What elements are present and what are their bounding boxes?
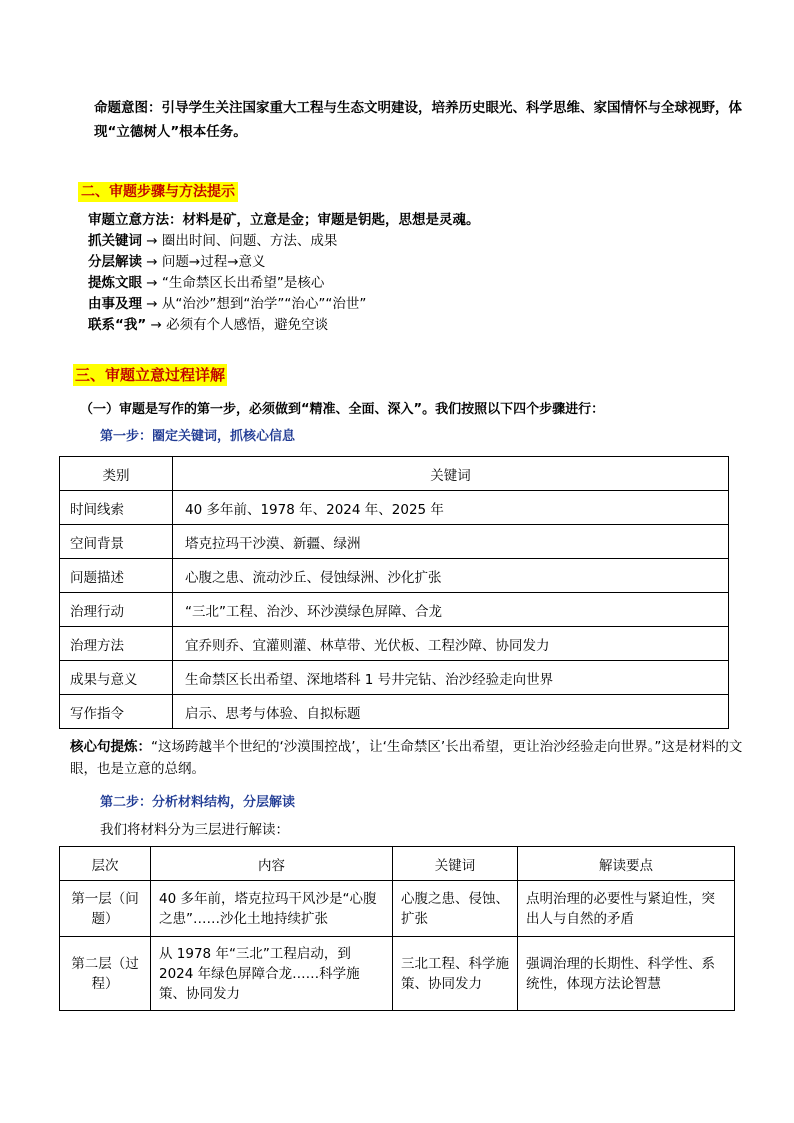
table-header-cell: 类别 [60,457,173,491]
method-step-key: 分层解读 [88,254,142,270]
method-step-key: 联系“我” [88,317,147,333]
keyword-cell: 三北工程、科学施策、协同发力 [393,937,518,1011]
table-row [60,695,729,729]
table2-intro: 我们将材料分为三层进行解读： [100,822,289,838]
category-cell: 空间背景 [60,525,173,559]
keyword-cell: “三北”工程、治沙、环沙漠绿色屏障、合龙 [173,593,729,627]
method-step [88,231,337,251]
proposition-intent [94,96,744,144]
category-cell: 写作指令 [60,695,173,729]
category-cell: 治理方法 [60,627,173,661]
category-cell: 时间线索 [60,491,173,525]
category-cell: 成果与意义 [60,661,173,695]
content-cell: 从 1978 年“三北”工程启动，到 2024 年绿色屏障合龙……科学施策、协同发力 [151,937,393,1011]
table-header-row [60,457,729,491]
table-row [60,559,729,593]
section3-intro: （一）审题是写作的第一步，必须做到“精准、全面、深入”。我们按照以下四个步骤进行： [80,402,605,417]
point-cell: 强调治理的长期性、科学性、系统性，体现方法论智慧 [518,937,735,1011]
section2-title: 二、审题步骤与方法提示 [78,182,238,202]
method-step-text: → 必须有个人感悟，避免空谈 [146,317,329,333]
method-step-key: 提炼文眼 [88,275,142,291]
keyword-cell: 生命禁区长出希望、深地塔科 1 号井完钻、治沙经验走向世界 [173,661,729,695]
category-cell: 问题描述 [60,559,173,593]
table-header-cell: 层次 [60,847,151,881]
keyword-table [59,456,729,729]
table-row [60,937,735,1011]
method-step-text: → 圈出时间、问题、方法、成果 [142,233,338,249]
keyword-cell: 启示、思考与体验、自拟标题 [173,695,729,729]
method-step [88,294,366,314]
keyword-cell: 宜乔则乔、宜灌则灌、林草带、光伏板、工程沙障、协同发力 [173,627,729,661]
keyword-cell: 塔克拉玛干沙漠、新疆、绿洲 [173,525,729,559]
table-header-cell: 关键词 [393,847,518,881]
keyword-cell: 心腹之患、侵蚀、扩张 [393,881,518,937]
method-step-text: → “生命禁区长出希望”是核心 [142,275,325,291]
level-cell: 第二层（过程） [60,937,151,1011]
table-header-cell: 解读要点 [518,847,735,881]
section3-title: 三、审题立意过程详解 [75,366,226,384]
method-step-key: 抓关键词 [88,233,142,249]
table-row [60,525,729,559]
step1-title: 第一步：圈定关键词，抓核心信息 [100,429,296,444]
content-cell: 40 多年前，塔克拉玛干风沙是“心腹之患”……沙化土地持续扩张 [151,881,393,937]
step2-title: 第二步：分析材料结构，分层解读 [100,795,296,810]
core-sentence [70,736,750,780]
method-step [88,273,324,293]
keyword-cell: 40 多年前、1978 年、2024 年、2025 年 [173,491,729,525]
table-row [60,881,735,937]
method-step [88,252,266,272]
intent-text: 引导学生关注国家重大工程与生态文明建设，培养历史眼光、科学思维、家国情怀与全球视野，体现“立德树人”根本任务。 [94,100,742,140]
core-sentence-label: 核心句提炼： [70,739,151,755]
table-header-row [60,847,735,881]
category-cell: 治理行动 [60,593,173,627]
method-heading: 审题立意方法：材料是矿，立意是金；审题是钥匙，思想是灵魂。 [88,212,480,228]
method-step-text: → 问题→过程→意义 [142,254,266,270]
intent-label: 命题意图： [94,100,162,116]
level-cell: 第一层（问题） [60,881,151,937]
method-step-text: → 从“治沙”想到“治学”“治心”“治世” [142,296,367,312]
table-row [60,661,729,695]
table-row [60,627,729,661]
table-row [60,593,729,627]
method-step-key: 由事及理 [88,296,142,312]
core-sentence-text: “这场跨越半个世纪的‘沙漠围控战’，让‘生命禁区’长出希望，更让治沙经验走向世界。”这是材料的文眼，也是立意的总纲。 [70,739,743,777]
table-header-cell: 关键词 [173,457,729,491]
point-cell: 点明治理的必要性与紧迫性，突出人与自然的矛盾 [518,881,735,937]
table-row [60,491,729,525]
table-header-cell: 内容 [151,847,393,881]
keyword-cell: 心腹之患、流动沙丘、侵蚀绿洲、沙化扩张 [173,559,729,593]
structure-table [59,846,735,1011]
method-step [88,315,328,335]
